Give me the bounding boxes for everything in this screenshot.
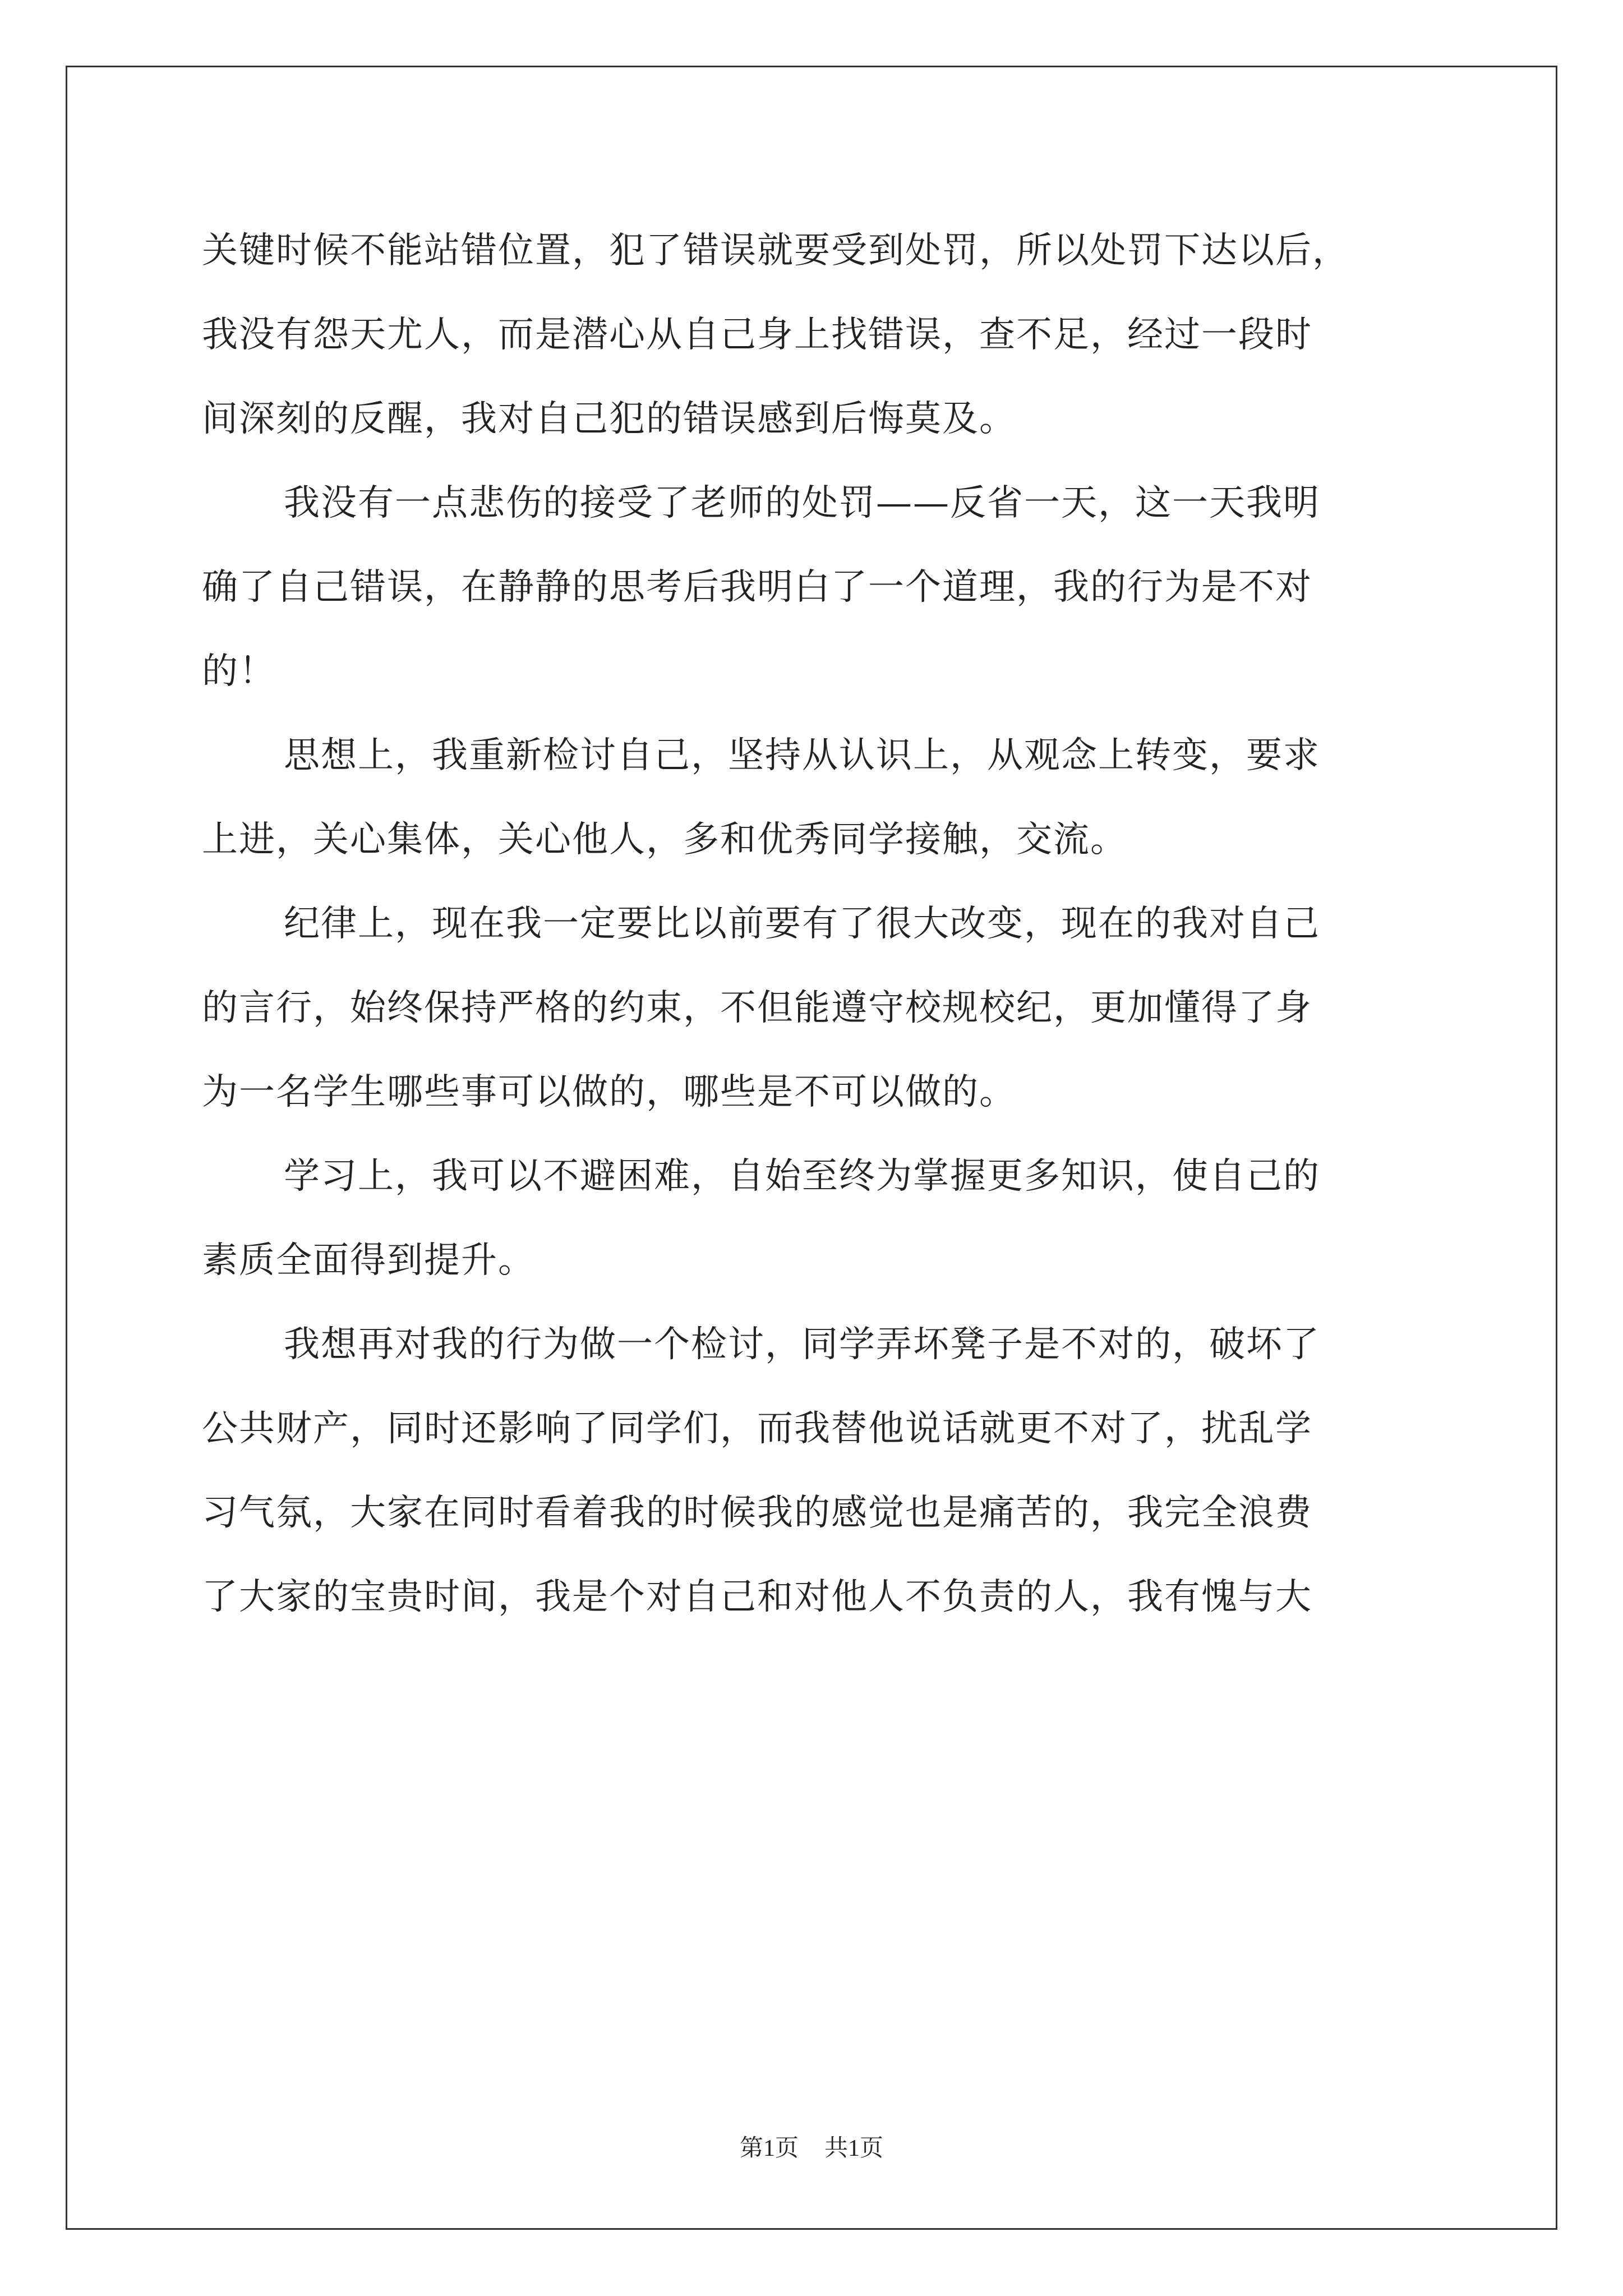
text-line: 为一名学生哪些事可以做的，哪些是不可以做的。 — [202, 1071, 1016, 1113]
text-line: 学习上，我可以不避困难，自始至终为掌握更多知识，使自己的 — [284, 1156, 1320, 1197]
page-footer — [0, 2132, 1623, 2165]
document-body — [202, 209, 1447, 1639]
text-line: 我想再对我的行为做一个检讨，同学弄坏凳子是不对的，破坏了 — [284, 1324, 1320, 1365]
text-line: 了大家的宝贵时间，我是个对自己和对他人不负责的人，我有愧与大 — [202, 1576, 1312, 1618]
text-line: 纪律上，现在我一定要比以前要有了很大改变，现在的我对自己 — [284, 903, 1320, 945]
text-line: 上进，关心集体，关心他人，多和优秀同学接触，交流。 — [202, 819, 1127, 861]
text-line: 思想上，我重新检讨自己，坚持从认识上，从观念上转变，要求 — [284, 735, 1320, 776]
text-line: 我没有怨天尤人，而是潜心从自己身上找错误，查不足，经过一段时 — [202, 314, 1312, 356]
text-line: 的！ — [202, 651, 276, 692]
text-line: 间深刻的反醒，我对自己犯的错误感到后悔莫及。 — [202, 398, 1016, 440]
text-line: 习气氛，大家在同时看着我的时候我的感觉也是痛苦的，我完全浪费 — [202, 1492, 1312, 1534]
text-line: 关键时候不能站错位置，犯了错误就要受到处罚，所以处罚下达以后， — [202, 230, 1349, 272]
page-number: 第1页 — [739, 2136, 799, 2161]
text-line: 素质全面得到提升。 — [202, 1240, 535, 1281]
page-total: 共1页 — [824, 2136, 884, 2161]
text-line: 确了自己错误，在静静的思考后我明白了一个道理，我的行为是不对 — [202, 567, 1312, 608]
text-line: 我没有一点悲伤的接受了老师的处罚——反省一天，这一天我明 — [284, 482, 1320, 524]
text-line: 的言行，始终保持严格的约束，不但能遵守校规校纪，更加懂得了身 — [202, 987, 1312, 1029]
text-line: 公共财产，同时还影响了同学们，而我替他说话就更不对了，扰乱学 — [202, 1408, 1312, 1450]
